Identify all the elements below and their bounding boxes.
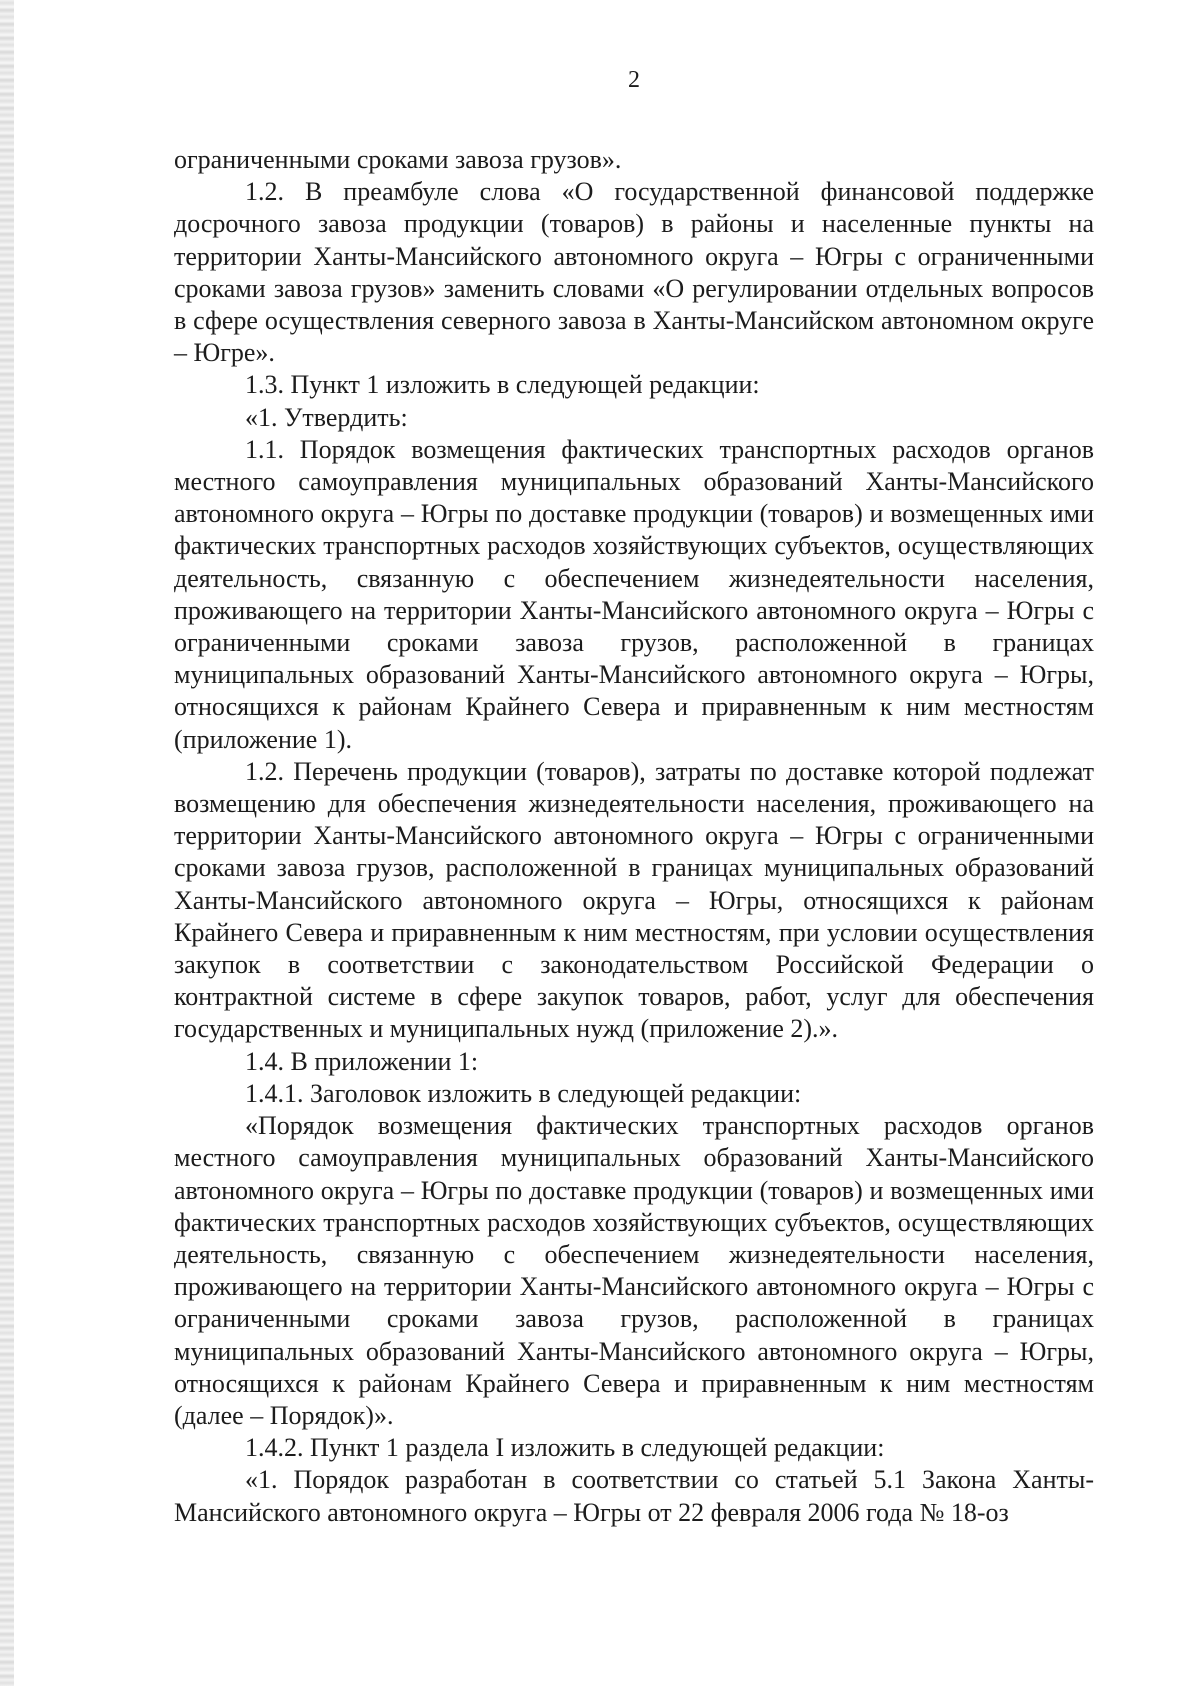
paragraph: «1. Порядок разработан в соответствии со статьей 5.1 Закона Ханты-Мансийского автономного округа – Югры от 22 февраля 2006 года № 18-оз	[174, 1465, 1094, 1527]
document-body	[174, 144, 1094, 1529]
paragraph: «1. Утвердить:	[245, 402, 408, 432]
paragraph: «Порядок возмещения фактических транспортных расходов органов местного самоуправления муниципальных образований Ханты-Мансийского автономного округа – Югры по доставке продукции (товаров) и возмещенных ими фактических транспортных расходов хозяйствующих субъектов, осуществляющих деятельность, связанную с обеспечением жизнедеятельности населения, проживающего на территории Ханты-Мансийского автономного округа – Югры с ограниченными сроками завоза грузов, расположенной в границах муниципальных образований Ханты-Мансийского автономного округа – Югры, относящихся к районам Крайнего Севера и приравненным к ним местностям (далее – Порядок)».	[174, 1111, 1094, 1430]
page-number: 2	[628, 67, 640, 93]
paragraph: 1.4.2. Пункт 1 раздела I изложить в следующей редакции:	[245, 1433, 885, 1463]
paragraph: 1.2. В преамбуле слова «О государственной финансовой поддержке досрочного завоза продукции (товаров) в районы и населенные пункты на территории Ханты-Мансийского автономного округа – Югры с ограниченными сроками завоза грузов» заменить словами «О регулировании отдельных вопросов в сфере осуществления северного завоза в Ханты-Мансийском автономном округе – Югре».	[174, 177, 1094, 368]
scan-edge	[0, 0, 14, 1686]
paragraph: ограниченными сроками завоза грузов».	[174, 145, 622, 174]
paragraph: 1.4. В приложении 1:	[245, 1046, 479, 1076]
document-page	[174, 60, 1094, 1529]
paragraph: 1.4.1. Заголовок изложить в следующей редакции:	[245, 1078, 802, 1108]
paragraph: 1.2. Перечень продукции (товаров), затраты по доставке которой подлежат возмещению для обеспечения жизнедеятельности населения, проживающего на территории Ханты-Мансийского автономного округа – Югры с ограниченными сроками завоза грузов, расположенной в границах муниципальных образований Ханты-Мансийского автономного округа – Югры, относящихся к районам Крайнего Севера и приравненным к ним местностям, при условии осуществления закупок в соответствии с законодательством Российской Федерации о контрактной системе в сфере закупок товаров, работ, услуг для обеспечения государственных и муниципальных нужд (приложение 2).».	[174, 756, 1094, 1044]
paragraph: 1.1. Порядок возмещения фактических транспортных расходов органов местного самоуправления муниципальных образований Ханты-Мансийского автономного округа – Югры по доставке продукции (товаров) и возмещенных ими фактических транспортных расходов хозяйствующих субъектов, осуществляющих деятельность, связанную с обеспечением жизнедеятельности населения, проживающего на территории Ханты-Мансийского автономного округа – Югры с ограниченными сроками завоза грузов, расположенной в границах муниципальных образований Ханты-Мансийского автономного округа – Югры, относящихся к районам Крайнего Севера и приравненным к ним местностям (приложение 1).	[174, 434, 1094, 754]
paragraph: 1.3. Пункт 1 изложить в следующей редакции:	[245, 370, 760, 400]
